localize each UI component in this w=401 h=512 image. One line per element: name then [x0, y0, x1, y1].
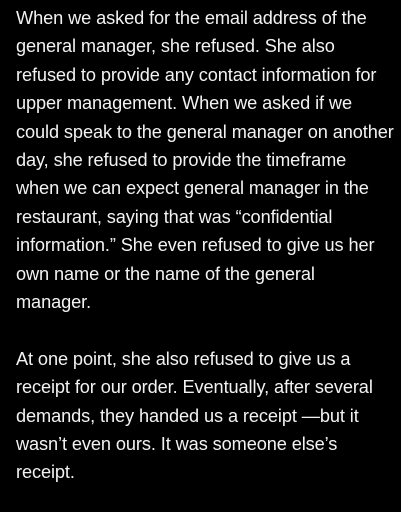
paragraph-2: At one point, she also refused to give us a receipt for our order. Eventually, after several demands, they handed us a receipt —but it wasn’t even ours. It was someone else’s receipt.	[16, 348, 373, 483]
paragraph-1: When we asked for the email address of the general manager, she refused. She also refused to provide any contact information for upper management. When we asked if we could speak to the general manager on another day, she refused to provide the timeframe when we can expect general manager in the restaurant, saying that was “confidential information.” She even refused to give us her own name or the name of the general manager.	[16, 8, 394, 313]
article-body	[16, 4, 394, 487]
